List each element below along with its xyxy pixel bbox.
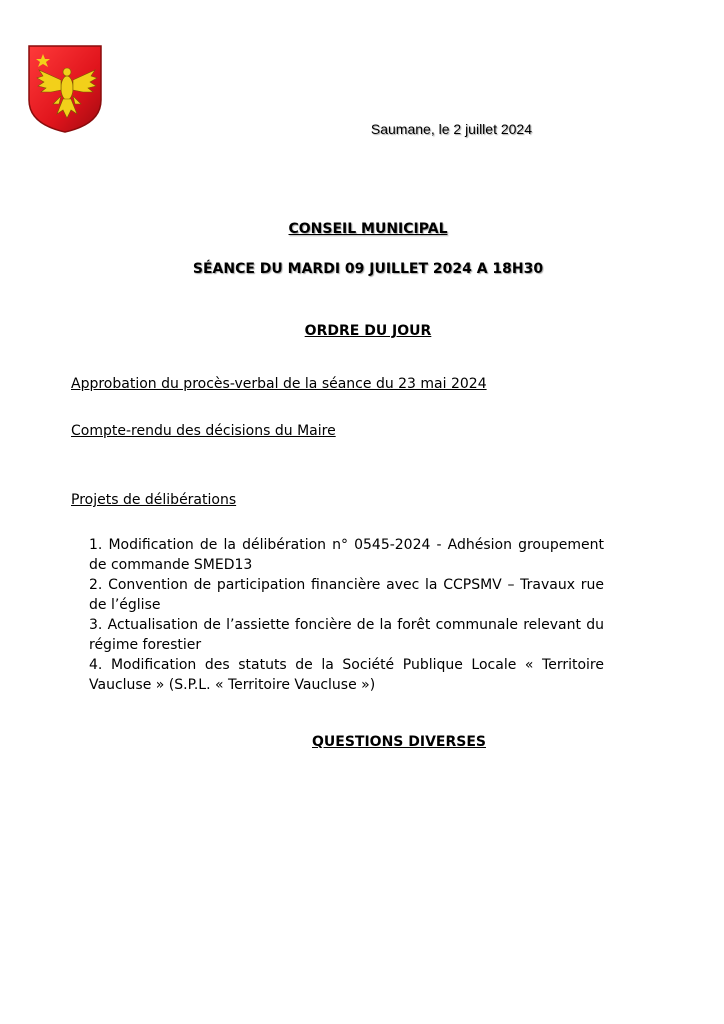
council-title: CONSEIL MUNICIPAL (288, 221, 448, 237)
list-item (89, 535, 604, 575)
item-number: 3. (89, 617, 103, 633)
approval-item: Approbation du procès-verbal de la séance du 23 mai 2024 (71, 376, 487, 392)
agenda-title: ORDRE DU JOUR (304, 323, 432, 339)
item-text: Convention de participation financière avec la CCPSMV – Travaux rue de l’église (89, 577, 604, 613)
date-line: Saumane, le 2 juillet 2024 (370, 121, 532, 137)
item-text: Modification de la délibération n° 0545-2024 - Adhésion groupement de commande SMED13 (89, 537, 604, 573)
item-number: 4. (89, 657, 103, 673)
list-item (89, 655, 604, 695)
item-text: Actualisation de l’assiette foncière de la forêt communale relevant du régime forestier (89, 617, 605, 653)
list-item (89, 615, 604, 655)
misc-questions-title: QUESTIONS DIVERSES (312, 734, 486, 750)
coat-of-arms-logo (27, 44, 103, 134)
item-number: 1. (89, 537, 103, 553)
deliberations-list (89, 535, 604, 695)
session-title: SÉANCE DU MARDI 09 JUILLET 2024 A 18H30 (192, 261, 544, 277)
list-item (89, 575, 604, 615)
item-number: 2. (89, 577, 103, 593)
report-item: Compte-rendu des décisions du Maire (71, 423, 336, 439)
projects-heading: Projets de délibérations (71, 492, 237, 508)
item-text: Modification des statuts de la Société Publique Locale « Territoire Vaucluse » (S.P.L. « Territoire Vaucluse ») (89, 657, 604, 693)
